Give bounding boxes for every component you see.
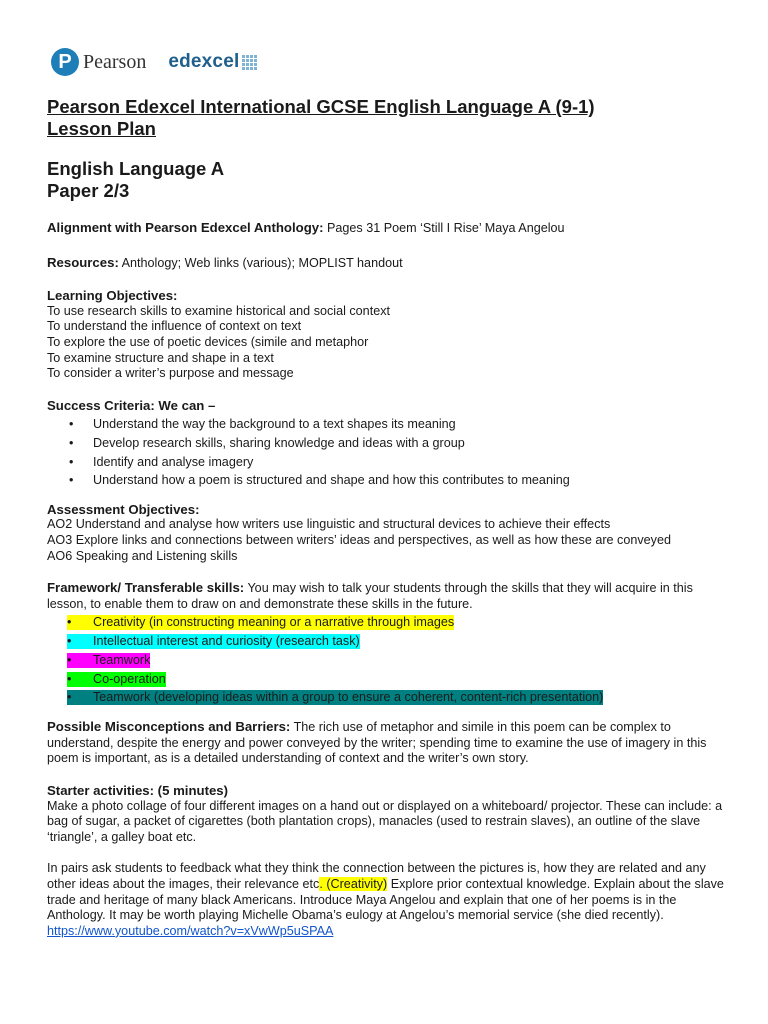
- alignment-text: Pages 31 Poem ‘Still I Rise’ Maya Angelou: [323, 221, 565, 235]
- list-item: [67, 651, 727, 670]
- framework-skills-list: [67, 613, 727, 707]
- misconceptions-text: The rich use of metaphor and simile in this poem can be complex to understand, despite the energy and power conveyed by the writer; spending time to examine the use of imagery in this poem is important, as is a detailed understanding of context and the writer’s own story.: [47, 720, 707, 766]
- alignment-label: Alignment with Pearson Edexcel Anthology:: [47, 220, 324, 235]
- assessment-objective: AO2 Understand and analyse how writers use linguistic and structural devices to achieve their effects: [47, 517, 611, 532]
- title-line-2: Lesson Plan: [47, 118, 156, 139]
- pearson-wordmark: Pearson: [83, 50, 147, 73]
- list-item: [67, 632, 727, 651]
- learning-objective: To consider a writer’s purpose and message: [47, 366, 294, 381]
- starter-paragraph-2: In pairs ask students to feedback what they think the connection between the pictures is, how they are related and any other ideas about the images, their relevance etc. (Creativity) Explore prior contextual knowledge. Explain about the slave trade and heritage of many black Americans. Introduce Maya Angelou and explain that one of her poems is in the Anthology. It may be worth playing Michelle Obama’s eulogy at Angelou’s memorial service (she died recently). https://www.youtube.com/watch?v=xVwWp5uSPAA: [47, 861, 724, 938]
- learning-objective: To explore the use of poetic devices (simile and metaphor: [47, 334, 369, 349]
- starter-label: Starter activities: (5 minutes): [47, 783, 229, 799]
- list-item: • Understand how a poem is structured and shape and how this contributes to meaning: [69, 471, 727, 490]
- learning-objective: To examine structure and shape in a text: [47, 350, 274, 365]
- framework-text: You may wish to talk your students through the skills that they will acquire in this lesson, to enable them to draw on and demonstrate these skills in the future.: [47, 581, 693, 611]
- framework-label: Framework/ Transferable skills:: [47, 580, 245, 596]
- edexcel-grid-icon: [242, 55, 257, 70]
- learning-objective: To understand the influence of context on text: [47, 319, 302, 334]
- title-line-1: Pearson Edexcel International GCSE English Language A (9-1): [47, 96, 595, 117]
- youtube-link[interactable]: https://www.youtube.com/watch?v=xVwWp5uSPAA: [47, 923, 334, 938]
- resources-label: Resources:: [47, 254, 119, 270]
- alignment-section: [47, 220, 727, 237]
- edexcel-logo: [168, 51, 257, 73]
- learning-objectives-label: Learning Objectives:: [47, 288, 178, 304]
- edexcel-wordmark: edexcel: [168, 51, 240, 72]
- list-item: • Develop research skills, sharing knowledge and ideas with a group: [69, 434, 727, 453]
- starter-section: [47, 783, 727, 939]
- list-item: • Identify and analyse imagery: [69, 453, 727, 472]
- highlighted-skill: • Teamwork: [67, 652, 151, 667]
- header-logos: [51, 44, 257, 80]
- highlighted-skill: • Creativity (in constructing meaning or a narrative through images: [67, 615, 455, 630]
- assessment-objective: AO6 Speaking and Listening skills: [47, 548, 238, 563]
- document-title: [47, 96, 727, 140]
- assessment-objective: AO3 Explore links and connections between writers’ ideas and perspectives, as well as how these are conveyed: [47, 532, 671, 547]
- creativity-highlight: . (Creativity): [319, 877, 388, 892]
- success-criteria-section: [47, 398, 727, 490]
- lesson-plan-document: [47, 96, 727, 939]
- misconceptions-label: Possible Misconceptions and Barriers:: [47, 719, 291, 735]
- list-item: [67, 688, 727, 707]
- learning-objective: To use research skills to examine historical and social context: [47, 303, 390, 318]
- list-item: • Understand the way the background to a text shapes its meaning: [69, 415, 727, 434]
- highlighted-skill: • Intellectual interest and curiosity (research task): [67, 634, 360, 649]
- subtitle-line-1: English Language A: [47, 158, 225, 179]
- success-criteria-label: Success Criteria: We can –: [47, 397, 216, 413]
- assessment-objectives-section: [47, 502, 727, 564]
- resources-text: Anthology; Web links (various); MOPLIST handout: [118, 255, 403, 270]
- list-item: [67, 670, 727, 689]
- framework-section: [47, 580, 727, 707]
- resources-section: [47, 255, 727, 272]
- assessment-objectives-label: Assessment Objectives:: [47, 501, 200, 517]
- pearson-logo-icon: P: [51, 48, 79, 76]
- starter-paragraph-1: Make a photo collage of four different images on a hand out or displayed on a whiteboard/ projector. These can include: a bag of sugar, a packet of cigarettes (both plantation crops), manacles (used to restrain slaves), an outline of the slave ‘triangle’, a galley boat etc.: [47, 798, 723, 844]
- subtitle-line-2: Paper 2/3: [47, 180, 130, 201]
- highlighted-skill: • Co-operation: [67, 671, 166, 686]
- framework-paragraph: [47, 580, 727, 612]
- highlighted-skill: • Teamwork (developing ideas within a group to ensure a coherent, content-rich presentation): [67, 690, 604, 705]
- success-criteria-list: [69, 415, 727, 489]
- misconceptions-section: [47, 719, 727, 767]
- learning-objectives-section: [47, 288, 727, 382]
- list-item: [67, 613, 727, 632]
- document-subtitle: [47, 158, 727, 202]
